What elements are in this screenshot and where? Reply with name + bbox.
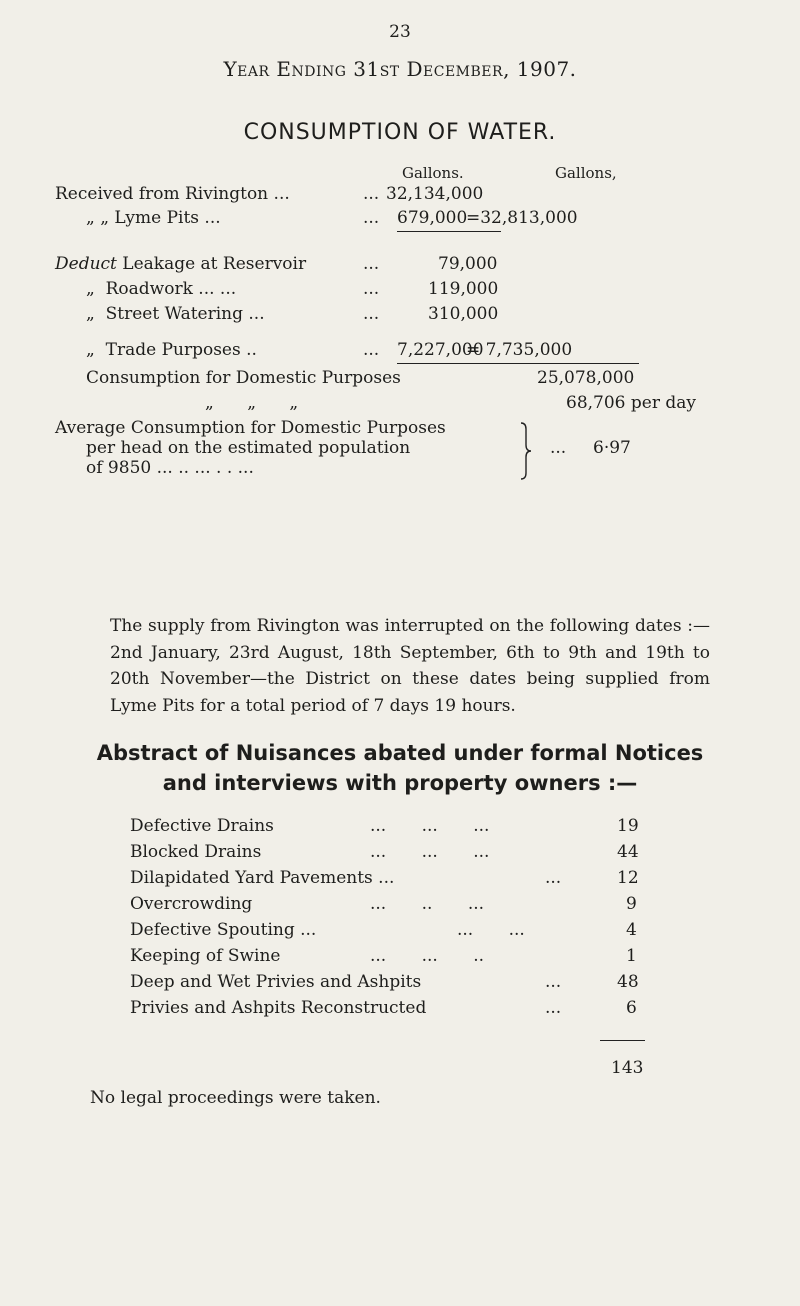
sum-rule	[397, 363, 639, 364]
nuisance-count: 19	[617, 816, 639, 836]
nuisance-count: 9	[626, 894, 637, 914]
nuisance-label: Deep and Wet Privies and Ashpits	[130, 972, 422, 992]
deduction-row	[55, 254, 306, 274]
abstract-title-text: Abstract of Nuisances abated under formal Notices and interviews with property owners :—	[96, 741, 704, 795]
nuisance-dots: ... ...	[457, 920, 525, 940]
received-row-value: 679,000	[397, 208, 468, 228]
average-dots: ...	[550, 438, 567, 458]
ditto-mark: „	[86, 304, 95, 324]
nuisance-dots: ...	[545, 868, 562, 888]
abstract-title	[0, 738, 800, 798]
nuisance-label: Defective Drains	[130, 816, 274, 836]
nuisance-count: 12	[617, 868, 639, 888]
total-rule	[600, 1040, 645, 1041]
deduction-row	[86, 340, 257, 360]
domestic-label: Consumption for Domestic Purposes	[86, 368, 401, 388]
right-brace	[519, 421, 533, 481]
nuisance-label: Dilapidated Yard Pavements ...	[130, 868, 395, 888]
nuisance-dots: ... .. ...	[370, 894, 485, 914]
deduction-value: 7,227,000	[397, 340, 484, 360]
deduction-dots: ...	[363, 279, 380, 299]
average-line: per head on the estimated population	[86, 438, 411, 458]
nuisance-dots: ...	[545, 972, 562, 992]
nuisance-dots: ... ... ..	[370, 946, 485, 966]
received-row-label: „ „ Lyme Pits ...	[86, 208, 221, 228]
deduction-dots: ...	[363, 254, 380, 274]
nuisance-label: Keeping of Swine	[130, 946, 281, 966]
nuisance-label: Privies and Ashpits Reconstructed	[130, 998, 427, 1018]
footer-note: No legal proceedings were taken.	[90, 1088, 381, 1108]
heading-text: Year Ending 31st December, 1907.	[223, 57, 577, 81]
nuisance-count: 4	[626, 920, 637, 940]
deduction-value: 310,000	[428, 304, 499, 324]
deduction-dots: ...	[363, 304, 380, 324]
domestic-value: 25,078,000	[537, 368, 635, 388]
ditto-mark: „	[86, 340, 95, 360]
average-value: 6·97	[593, 438, 631, 458]
deduction-value: 79,000	[438, 254, 498, 274]
supply-interruption-paragraph: The supply from Rivington was interrupted on the following dates :—2nd January, 23rd August, 18th September, 6th to 9th and 19th to 20th November—the District on these dates being supplied from Lyme Pits for a total period of 7 days 19 hours.	[110, 616, 710, 716]
section-title: CONSUMPTION OF WATER.	[243, 120, 557, 145]
nuisances-total: 143	[611, 1058, 644, 1078]
received-row-total: =32,813,000	[466, 208, 578, 228]
received-row-dots: ...	[363, 208, 380, 228]
nuisance-label: Blocked Drains	[130, 842, 262, 862]
nuisance-label: Defective Spouting ...	[130, 920, 317, 940]
nuisance-dots: ...	[545, 998, 562, 1018]
deduction-dots: ...	[363, 340, 380, 360]
received-row-label: Received from Rivington ...	[55, 184, 290, 204]
nuisance-count: 1	[626, 946, 637, 966]
deduction-value: 119,000	[428, 279, 499, 299]
nuisance-count: 44	[617, 842, 639, 862]
per-day-value: 68,706 per day	[566, 393, 696, 413]
deduction-total: = 7,735,000	[466, 340, 573, 360]
deduction-label: Leakage at Reservoir	[122, 254, 307, 274]
average-line: Average Consumption for Domestic Purposes	[55, 418, 446, 438]
column-header-gallons-total: Gallons,	[555, 164, 617, 182]
nuisance-dots: ... ... ...	[370, 842, 490, 862]
deduction-label: Trade Purposes ..	[105, 340, 257, 360]
received-row-dots: ...	[363, 184, 380, 204]
deduction-row	[86, 279, 236, 299]
sum-rule	[397, 231, 501, 232]
nuisance-dots: ... ... ...	[370, 816, 490, 836]
deduction-row	[86, 304, 265, 324]
ditto-marks: „ „ „	[205, 393, 299, 413]
deduction-label: Street Watering ...	[105, 304, 265, 324]
nuisance-count: 6	[626, 998, 637, 1018]
page-number: 23	[389, 22, 411, 42]
deduct-prefix: Deduct	[55, 254, 117, 274]
column-header-gallons: Gallons.	[402, 164, 464, 182]
nuisance-count: 48	[617, 972, 639, 992]
received-row-value: 32,134,000	[386, 184, 484, 204]
average-line: of 9850 ... .. ... . . ...	[86, 458, 254, 478]
page-heading	[0, 57, 800, 81]
ditto-mark: „	[86, 279, 95, 299]
deduction-label: Roadwork ... ...	[105, 279, 237, 299]
nuisance-label: Overcrowding	[130, 894, 253, 914]
